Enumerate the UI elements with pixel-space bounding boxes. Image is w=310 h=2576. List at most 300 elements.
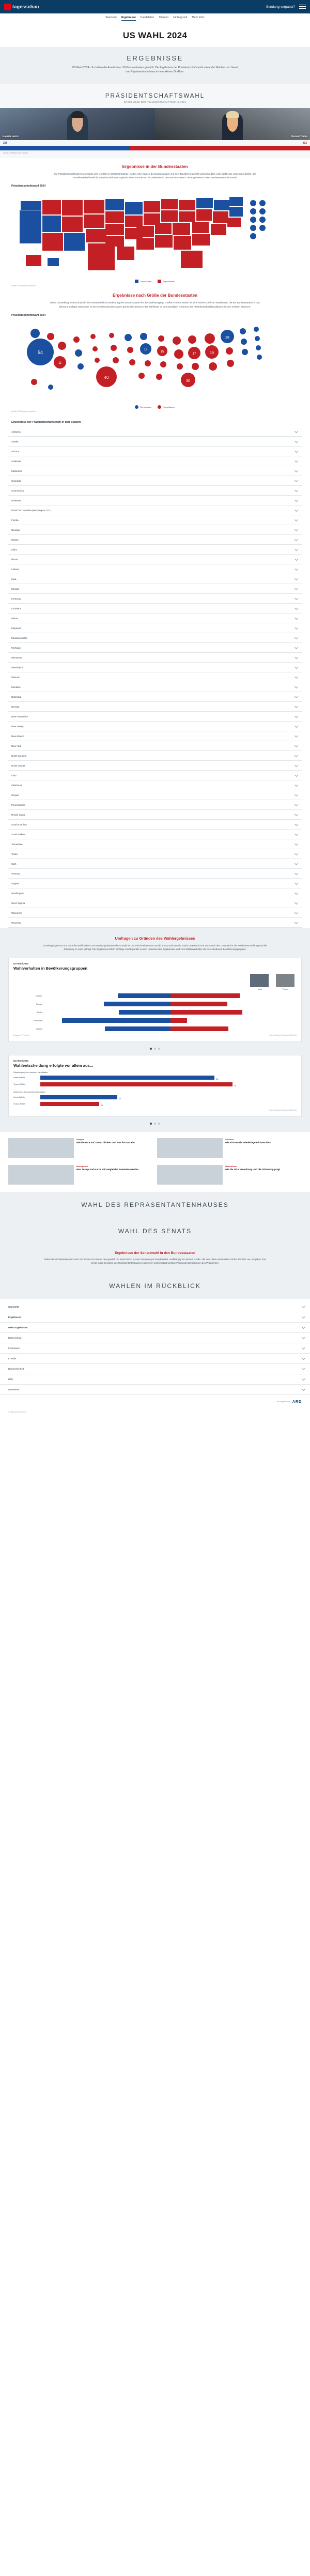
state-name: Wyoming bbox=[11, 921, 21, 924]
bubble-legend-rep-label: Republikaner bbox=[163, 406, 175, 409]
footer-item[interactable] bbox=[0, 1343, 310, 1354]
state-accordion-row[interactable] bbox=[8, 447, 302, 456]
state-name: New Mexico bbox=[11, 734, 24, 738]
state-name: South Dakota bbox=[11, 833, 26, 836]
state-name: Illinois bbox=[11, 558, 18, 561]
footer-item[interactable] bbox=[0, 1302, 310, 1312]
state-name: Indiana bbox=[11, 568, 19, 571]
state-accordion-row[interactable] bbox=[8, 849, 302, 859]
bubble-legend-rep bbox=[158, 405, 175, 409]
state-accordion-row[interactable] bbox=[8, 702, 302, 712]
state-accordion-row[interactable] bbox=[8, 751, 302, 761]
state-name: New Hampshire bbox=[11, 715, 28, 718]
chevron-down-icon[interactable] bbox=[302, 1305, 305, 1308]
chevron-down-icon[interactable] bbox=[302, 1356, 305, 1360]
senate-note-title: Ergebnisse der Senatswahl in den Bundesstaaten bbox=[114, 1251, 196, 1255]
state-accordion-row[interactable] bbox=[8, 810, 302, 820]
chevron-down-icon[interactable] bbox=[295, 557, 298, 561]
usa-bubble-map[interactable] bbox=[8, 319, 302, 404]
trump-thumbnail bbox=[276, 974, 295, 987]
trump-photo bbox=[155, 108, 310, 140]
state-accordion-row[interactable] bbox=[8, 574, 302, 584]
chevron-down-icon[interactable] bbox=[295, 803, 298, 806]
states-accordion-section bbox=[0, 412, 310, 928]
missed-broadcast-link[interactable]: Sendung verpasst? bbox=[266, 5, 295, 9]
presidential-source: Quelle: AP/News.com election bbox=[3, 151, 28, 154]
state-name: North Carolina bbox=[11, 754, 27, 757]
state-accordion-row[interactable] bbox=[8, 496, 302, 505]
presidential-subheading: ERGEBNISSE DER PRÄSIDENTSCHAFTSWAHL 2024 bbox=[123, 100, 187, 103]
legend-rep-label: Republikaner bbox=[163, 280, 175, 283]
poll2-title: Wahlentscheidung erfolgte vor allem aus... bbox=[13, 1063, 94, 1068]
state-name: Virginia bbox=[11, 882, 19, 885]
state-name: Colorado bbox=[11, 479, 21, 482]
senate-section-title: WAHL DES SENATS bbox=[0, 1218, 310, 1244]
poll1-trump-label: Trump bbox=[282, 988, 288, 990]
state-name: New York bbox=[11, 744, 22, 747]
intro-text: US-Wahl 2024 - So haben die Amerikaner US-Bundesstaaten gewählt: Die Ergebnisse der Präsidentschaftswahl sowie der Wahlen zum Senat und Repräsentantenhaus im interaktiven Grafiken. bbox=[72, 66, 238, 73]
legend-dem-label: Demokraten bbox=[140, 280, 152, 283]
trump-bar-segment bbox=[130, 146, 310, 150]
poll-row-label: Männer bbox=[35, 994, 42, 997]
state-accordion-row[interactable] bbox=[8, 800, 302, 810]
nav-item-0[interactable]: Startseite bbox=[105, 16, 117, 19]
dot-2[interactable] bbox=[154, 1048, 156, 1050]
states-accordion-title: Ergebnisse der Präsidentschaftswahl in den Staaten bbox=[11, 421, 81, 424]
chevron-down-icon[interactable] bbox=[295, 822, 298, 826]
chevron-down-icon[interactable] bbox=[302, 1377, 305, 1381]
menu-icon[interactable] bbox=[299, 5, 306, 9]
teaser-row-1 bbox=[0, 1132, 310, 1165]
map-svg bbox=[8, 190, 302, 278]
chevron-down-icon[interactable] bbox=[295, 488, 298, 492]
bubbles-title: Ergebnisse nach Größe der Bundesstaaten bbox=[112, 293, 198, 298]
intro-section bbox=[0, 47, 310, 84]
state-name: Delaware bbox=[11, 499, 22, 502]
electoral-map-source: Quelle: AP/News.com election bbox=[11, 285, 36, 287]
state-accordion-row[interactable] bbox=[8, 476, 302, 486]
state-accordion-row[interactable] bbox=[8, 564, 302, 574]
state-name: Idaho bbox=[11, 548, 18, 551]
state-name: Iowa bbox=[11, 577, 17, 580]
svg-text:17: 17 bbox=[192, 352, 196, 356]
teaser-0-image bbox=[8, 1138, 74, 1158]
teaser-1-image bbox=[157, 1138, 223, 1158]
chevron-down-icon[interactable] bbox=[295, 783, 298, 787]
state-accordion-row[interactable] bbox=[8, 888, 302, 898]
state-accordion-row[interactable] bbox=[8, 790, 302, 800]
footer-item-label: Barrierefreiheit bbox=[8, 1367, 24, 1370]
poll1-bar-rows bbox=[13, 992, 297, 1032]
chevron-down-icon[interactable] bbox=[295, 577, 298, 580]
teaser-0[interactable] bbox=[8, 1138, 153, 1158]
chevron-down-icon[interactable] bbox=[295, 832, 298, 836]
footer-brand-area bbox=[0, 1395, 310, 1411]
svg-text:19: 19 bbox=[210, 351, 214, 356]
footer-item[interactable] bbox=[0, 1374, 310, 1385]
network-label: ein Angebot von bbox=[277, 1401, 290, 1403]
candidates-row bbox=[0, 108, 310, 140]
chevron-down-icon[interactable] bbox=[295, 528, 298, 531]
chevron-down-icon[interactable] bbox=[295, 430, 298, 433]
bubble-legend-dem-label: Demokraten bbox=[140, 406, 152, 409]
state-accordion-row[interactable] bbox=[8, 456, 302, 466]
dot2-2[interactable] bbox=[154, 1123, 156, 1125]
chevron-down-icon[interactable] bbox=[295, 479, 298, 482]
carousel-dots-2[interactable] bbox=[8, 1120, 302, 1130]
state-name: Ohio bbox=[11, 774, 17, 777]
chevron-down-icon[interactable] bbox=[295, 773, 298, 777]
state-accordion-row[interactable] bbox=[8, 623, 302, 633]
state-accordion-row[interactable] bbox=[8, 614, 302, 623]
poll1-kicker: US-Wahl 2024 bbox=[13, 962, 28, 965]
teaser-row-2 bbox=[0, 1165, 310, 1192]
teaser-3[interactable] bbox=[157, 1165, 302, 1185]
chevron-down-icon[interactable] bbox=[295, 469, 298, 472]
state-accordion-row[interactable] bbox=[8, 535, 302, 545]
map-legend bbox=[8, 279, 302, 285]
poll2-source: Quelle: Edison Research / Exit Poll bbox=[269, 1109, 297, 1111]
state-accordion-row[interactable] bbox=[8, 731, 302, 741]
poll-bar-row: Latinos 52 46 bbox=[13, 1025, 297, 1032]
state-accordion-row[interactable] bbox=[8, 859, 302, 869]
chevron-down-icon[interactable] bbox=[295, 547, 298, 551]
copyright-text: © tagesschau.de 2024 bbox=[8, 1410, 27, 1413]
chevron-down-icon[interactable] bbox=[295, 439, 298, 443]
polls-section bbox=[0, 928, 310, 1131]
chevron-down-icon[interactable] bbox=[295, 911, 298, 914]
svg-text:54: 54 bbox=[37, 350, 43, 356]
state-accordion-row[interactable] bbox=[8, 427, 302, 437]
poll1-unit: Angaben in Prozent bbox=[13, 1034, 29, 1036]
map-caption: Präsidentschaftswahl 2024 bbox=[11, 185, 46, 188]
footer-item-label: Startseite bbox=[8, 1305, 19, 1308]
state-name: Maryland bbox=[11, 626, 21, 630]
poll1-footer bbox=[13, 1034, 297, 1036]
state-accordion-row[interactable] bbox=[8, 633, 302, 643]
state-accordion-row[interactable] bbox=[8, 761, 302, 771]
usa-choropleth-map[interactable] bbox=[8, 190, 302, 278]
chevron-down-icon[interactable] bbox=[295, 655, 298, 659]
nav-item-1[interactable]: Ergebnisse bbox=[121, 16, 136, 21]
state-accordion-row[interactable] bbox=[8, 741, 302, 751]
chevron-down-icon[interactable] bbox=[295, 518, 298, 522]
state-accordion-row[interactable] bbox=[8, 594, 302, 604]
state-accordion-row[interactable] bbox=[8, 505, 302, 515]
poll-card-motivation bbox=[8, 1055, 302, 1117]
poll-row-label: Harris-Wähler bbox=[13, 1096, 25, 1099]
chevron-down-icon[interactable] bbox=[295, 763, 298, 767]
teaser-1-title: Wie sich Harris' Niederlage erklären lässt bbox=[225, 1141, 272, 1144]
chevron-down-icon[interactable] bbox=[295, 685, 298, 688]
chevron-down-icon[interactable] bbox=[295, 665, 298, 669]
nav-item-5[interactable]: Mehr Infos bbox=[192, 16, 205, 19]
electoral-title: Ergebnisse in der Bundesstaaten bbox=[122, 164, 188, 169]
teaser-2-kicker: Hintergrund bbox=[76, 1164, 88, 1168]
state-name: Louisiana bbox=[11, 607, 22, 610]
footer-item-label: Ergebnisse bbox=[8, 1315, 21, 1318]
chevron-down-icon[interactable] bbox=[295, 842, 298, 846]
page-title: US WAHL 2024 bbox=[0, 23, 310, 47]
footer-item[interactable] bbox=[0, 1354, 310, 1364]
teaser-1[interactable] bbox=[157, 1138, 302, 1158]
chevron-down-icon[interactable] bbox=[295, 675, 298, 679]
state-name: West Virginia bbox=[11, 901, 25, 904]
state-name: Utah bbox=[11, 862, 17, 865]
state-name: Nebraska bbox=[11, 695, 22, 698]
poll2-group1-label: Überzeugung von meinem Kandidaten bbox=[13, 1070, 48, 1074]
poll-bar-row: Männer 42 55 bbox=[13, 992, 297, 999]
poll2-group2-label: Ablehnung des anderen Kandidaten bbox=[13, 1090, 46, 1093]
state-accordion-row[interactable] bbox=[8, 712, 302, 722]
nav-item-4[interactable]: Hintergrund bbox=[173, 16, 188, 19]
state-name: Minnesota bbox=[11, 656, 22, 659]
poll2-kicker: US-Wahl 2024 bbox=[13, 1059, 28, 1062]
nav-item-2[interactable]: Kandidaten bbox=[140, 16, 154, 19]
poll1-trump-head bbox=[274, 974, 297, 990]
poll-row-value: 23 bbox=[101, 1105, 103, 1107]
trump-name: Donald Trump bbox=[291, 134, 307, 137]
state-accordion-row[interactable] bbox=[8, 908, 302, 918]
state-name: Montana bbox=[11, 685, 21, 688]
footer-item[interactable] bbox=[0, 1312, 310, 1323]
state-name: Vermont bbox=[11, 872, 20, 875]
state-name: Alabama bbox=[11, 430, 21, 433]
chevron-down-icon[interactable] bbox=[295, 714, 298, 718]
teaser-3-kicker: Faktenfinder bbox=[225, 1164, 237, 1168]
state-accordion-row[interactable] bbox=[8, 839, 302, 849]
poll-bar-row: Frauen 53 45 bbox=[13, 1001, 297, 1007]
footer-item[interactable] bbox=[0, 1323, 310, 1333]
candidate-trump bbox=[155, 108, 310, 140]
poll-row-value: 75 bbox=[234, 1085, 237, 1087]
dot2-3[interactable] bbox=[158, 1123, 160, 1125]
chevron-down-icon[interactable] bbox=[295, 498, 298, 502]
state-name: Wisconsin bbox=[11, 911, 22, 914]
trump-electors: 312 bbox=[302, 141, 307, 145]
teaser-1-kicker: Interview bbox=[225, 1138, 234, 1141]
chevron-down-icon[interactable] bbox=[295, 449, 298, 453]
state-accordion-row[interactable] bbox=[8, 515, 302, 525]
state-name: Kalifornien bbox=[11, 469, 23, 472]
bubbles-text: Diese Darstellung veranschaulicht die unterschiedliche Bedeutung der Bundesstaaten für den Wahlausgang. Größere Kreise stehen für eine höhere Zahl von Wahlleuten, die der Bundesstaaten in das Electoral College entsenden. In den meisten Bundesstaaten gehen alle Stimmen der Wahlleute an den jeweiligen Gewinner der Präsidentschaftskandidaten mit den meisten Stimmen. bbox=[50, 301, 260, 308]
candidate-harris bbox=[0, 108, 155, 140]
state-accordion-row[interactable] bbox=[8, 780, 302, 790]
harris-electors: 226 bbox=[3, 141, 8, 145]
chevron-down-icon[interactable] bbox=[295, 508, 298, 512]
logo-square-icon bbox=[4, 4, 11, 10]
chevron-down-icon[interactable] bbox=[295, 871, 298, 875]
teaser-2[interactable] bbox=[8, 1165, 153, 1185]
state-accordion-row[interactable] bbox=[8, 869, 302, 879]
polls-text: In Befragungen vor und nach der Wahl haben US-Forschungsinstitute die Gründe für das Abschneiden von Donald Trump und Kamala Harris untersucht und auch nach den Gründen für die Wählerentscheidung und die Stimmung im Land gefragt. Die Ergebnisse liefern wichtige Anhaltspunkte zu den Ursachen des Ergebnisses und zum Wählerverhalten der verschiedenen Bevölkerungsgruppen. bbox=[43, 944, 267, 951]
state-accordion-row[interactable] bbox=[8, 672, 302, 682]
state-accordion-row[interactable] bbox=[8, 918, 302, 928]
state-accordion-row[interactable] bbox=[8, 820, 302, 830]
svg-text:19: 19 bbox=[144, 348, 148, 352]
state-accordion-row[interactable] bbox=[8, 879, 302, 888]
poll-row-label: Harris-Wähler bbox=[13, 1077, 25, 1079]
footer-item[interactable] bbox=[0, 1385, 310, 1395]
chevron-down-icon[interactable] bbox=[295, 754, 298, 757]
chevron-down-icon[interactable] bbox=[295, 862, 298, 865]
chevron-down-icon[interactable] bbox=[302, 1367, 305, 1370]
brand-area[interactable] bbox=[4, 4, 39, 10]
state-name: Florida bbox=[11, 518, 19, 522]
bubble-legend-dem bbox=[135, 405, 151, 409]
chevron-down-icon[interactable] bbox=[295, 901, 298, 904]
brand-name: tagesschau bbox=[12, 4, 39, 9]
state-accordion-row[interactable] bbox=[8, 771, 302, 780]
state-name: Tennessee bbox=[11, 842, 23, 846]
dot-3[interactable] bbox=[158, 1048, 160, 1050]
chevron-down-icon[interactable] bbox=[295, 636, 298, 639]
state-name: New Jersey bbox=[11, 725, 24, 728]
state-accordion-row[interactable] bbox=[8, 555, 302, 564]
footer-navigation bbox=[0, 1299, 310, 1395]
poll-row-value: 30 bbox=[118, 1098, 121, 1100]
chevron-down-icon[interactable] bbox=[295, 812, 298, 816]
footer-item-label: Kontakt bbox=[8, 1357, 17, 1360]
svg-text:28: 28 bbox=[225, 336, 229, 340]
state-accordion-row[interactable] bbox=[8, 830, 302, 839]
footer-item-label: Hilfe bbox=[8, 1377, 13, 1381]
state-accordion-row[interactable] bbox=[8, 643, 302, 653]
state-name: Arkansas bbox=[11, 459, 21, 463]
harris-bar-segment bbox=[0, 146, 130, 150]
poll-row-label: Trump-Wähler bbox=[13, 1103, 26, 1106]
chevron-down-icon[interactable] bbox=[302, 1315, 305, 1318]
chevron-down-icon[interactable] bbox=[295, 881, 298, 885]
state-accordion-row[interactable] bbox=[8, 545, 302, 555]
state-accordion-row[interactable] bbox=[8, 653, 302, 663]
chevron-down-icon[interactable] bbox=[295, 616, 298, 620]
chevron-down-icon[interactable] bbox=[302, 1387, 305, 1391]
chevron-down-icon[interactable] bbox=[295, 724, 298, 728]
state-accordion-row[interactable] bbox=[8, 692, 302, 702]
state-name: Kansas bbox=[11, 587, 20, 590]
chevron-down-icon[interactable] bbox=[295, 744, 298, 747]
poll-row-label: Schwarze bbox=[33, 1019, 42, 1022]
ard-logo[interactable]: ARD bbox=[292, 1400, 302, 1404]
chevron-down-icon[interactable] bbox=[295, 646, 298, 649]
polls-title: Umfragen zu Gründen des Wahlergebnisses bbox=[115, 936, 195, 941]
poll-card-demographics bbox=[8, 958, 302, 1042]
tagesschau-logo[interactable] bbox=[4, 4, 39, 10]
poll1-source: Quelle: Edison Research / Exit Poll bbox=[269, 1034, 297, 1036]
footer-item[interactable] bbox=[0, 1333, 310, 1343]
top-header-bar bbox=[0, 0, 310, 13]
footer-item-label: Impressum bbox=[8, 1346, 20, 1350]
chevron-down-icon[interactable] bbox=[295, 921, 298, 924]
chevron-down-icon[interactable] bbox=[295, 606, 298, 610]
harris-thumbnail bbox=[250, 974, 269, 987]
state-name: Hawaii bbox=[11, 538, 19, 541]
poll-bar-row bbox=[13, 1101, 297, 1107]
footer-list bbox=[0, 1302, 310, 1395]
bubble-map-section bbox=[0, 287, 310, 412]
carousel-dots-1[interactable] bbox=[8, 1045, 302, 1055]
poll2-footer bbox=[13, 1109, 297, 1111]
state-name: Missouri bbox=[11, 676, 20, 679]
chevron-down-icon[interactable] bbox=[295, 459, 298, 463]
state-accordion-row[interactable] bbox=[8, 898, 302, 908]
chevron-down-icon[interactable] bbox=[295, 852, 298, 855]
chevron-down-icon[interactable] bbox=[295, 704, 298, 708]
poll-row-label: Weiße bbox=[36, 1010, 42, 1014]
state-accordion-row[interactable] bbox=[8, 525, 302, 535]
chevron-down-icon[interactable] bbox=[295, 695, 298, 698]
chevron-down-icon[interactable] bbox=[302, 1346, 305, 1350]
dot2-1[interactable] bbox=[150, 1123, 152, 1125]
legend-rep bbox=[158, 280, 175, 283]
harris-photo bbox=[0, 108, 155, 140]
state-accordion-row[interactable] bbox=[8, 682, 302, 692]
harris-name: Kamala Harris bbox=[3, 134, 19, 137]
bubble-map-svg bbox=[8, 319, 302, 404]
state-name: Nevada bbox=[11, 705, 20, 708]
intro-title: ERGEBNISSE bbox=[127, 54, 183, 62]
retro-section-title: WAHLEN IM RÜCKBLICK bbox=[0, 1273, 310, 1299]
state-name: Maine bbox=[11, 617, 18, 620]
footer-item-label: Datenschutz bbox=[8, 1336, 22, 1339]
poll-bar-row: Weiße 41 57 bbox=[13, 1009, 297, 1016]
state-name: Georgia bbox=[11, 528, 20, 531]
chevron-down-icon[interactable] bbox=[295, 793, 298, 796]
chevron-down-icon[interactable] bbox=[295, 734, 298, 738]
state-accordion-row[interactable] bbox=[8, 604, 302, 614]
chevron-down-icon[interactable] bbox=[295, 587, 298, 590]
svg-text:30: 30 bbox=[186, 379, 190, 384]
footer-item-label: Mehr Ergebnisse bbox=[8, 1326, 28, 1329]
nav-item-3[interactable]: Themen bbox=[159, 16, 169, 19]
sub-navigation bbox=[0, 13, 310, 23]
poll1-headshots bbox=[13, 974, 297, 990]
chevron-down-icon[interactable] bbox=[295, 567, 298, 571]
poll1-title: Wahlverhalten in Bevölkerungsgruppen bbox=[13, 965, 88, 971]
svg-text:40: 40 bbox=[104, 375, 109, 380]
poll-row-label: Latinos bbox=[36, 1027, 42, 1030]
state-accordion-row[interactable] bbox=[8, 722, 302, 731]
state-accordion-row[interactable] bbox=[8, 486, 302, 496]
dot-1[interactable] bbox=[150, 1048, 152, 1050]
chevron-down-icon[interactable] bbox=[302, 1325, 305, 1329]
teaser-0-kicker: Analyse bbox=[76, 1138, 84, 1141]
state-name: Pennsylvania bbox=[11, 803, 25, 806]
footer-item[interactable] bbox=[0, 1364, 310, 1374]
chevron-down-icon[interactable] bbox=[302, 1336, 305, 1339]
state-name: Oklahoma bbox=[11, 784, 22, 787]
chevron-down-icon[interactable] bbox=[295, 891, 298, 895]
state-accordion-row[interactable] bbox=[8, 663, 302, 672]
presidential-heading: PRÄSIDENTSCHAFTSWAHL bbox=[105, 93, 205, 99]
state-accordion-row[interactable] bbox=[8, 466, 302, 476]
chevron-down-icon[interactable] bbox=[295, 596, 298, 600]
chevron-down-icon[interactable] bbox=[295, 538, 298, 541]
svg-text:11: 11 bbox=[58, 362, 62, 365]
presidential-section bbox=[0, 84, 310, 158]
state-name: Massachusetts bbox=[11, 636, 27, 639]
chevron-down-icon[interactable] bbox=[295, 626, 298, 630]
senate-note-section bbox=[0, 1244, 310, 1273]
teaser-2-title: Was Trump und Harris mit vergleich? Bewerten werden bbox=[76, 1168, 139, 1171]
state-name: Texas bbox=[11, 852, 18, 855]
state-accordion-row[interactable] bbox=[8, 437, 302, 447]
poll1-harris-label: Harris bbox=[256, 988, 262, 990]
state-name: Arizona bbox=[11, 450, 20, 453]
state-accordion-row[interactable] bbox=[8, 584, 302, 594]
senate-note-text: Neben dem Präsidenten wird auch ein Teil des US-Senats neu gewählt. Im Senat sitzen je zwei Senatoren pro Bundesstaat, unabhängig von dessen Größe. Alle zwei Jahre wird rund ein Drittel der Sitze neu vergeben. Der Senat muss Gesetzen des Repräsentantenhauses zustimmen und bestätigt wichtige Personalentscheidungen des Präsidenten. bbox=[44, 1258, 266, 1264]
